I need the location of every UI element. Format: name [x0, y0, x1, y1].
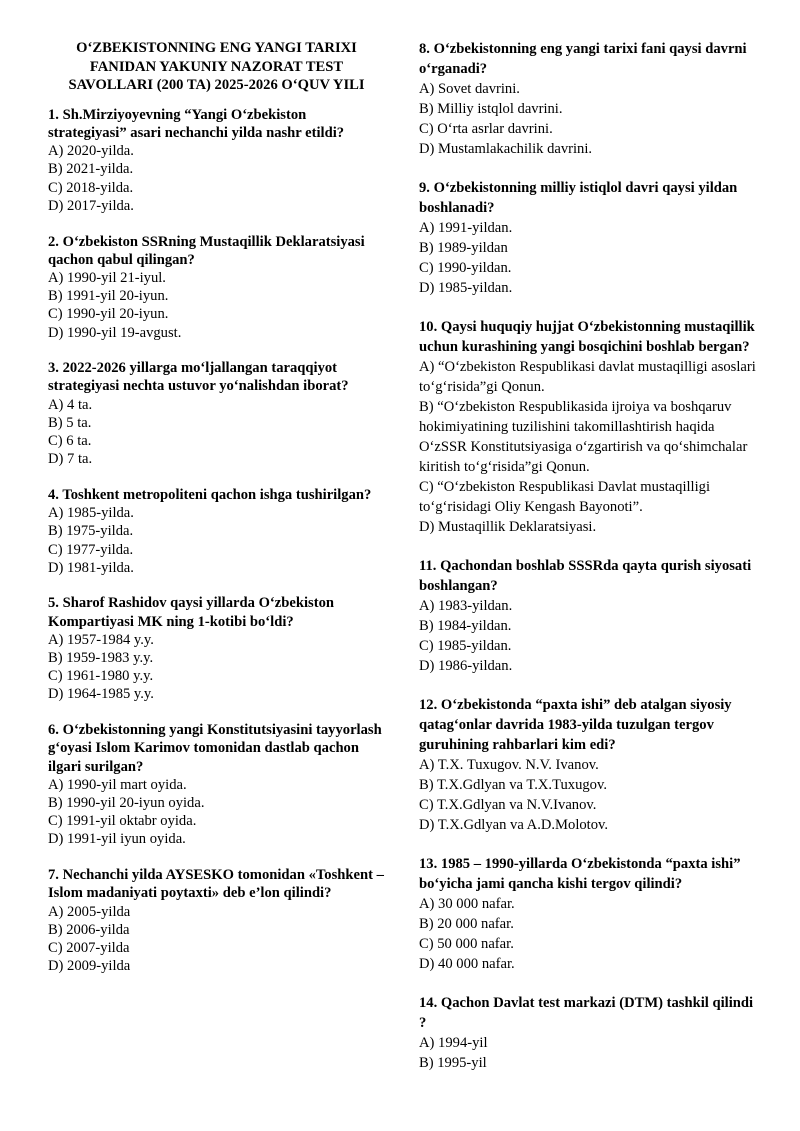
- question-text: 2. O‘zbekiston SSRning Mustaqillik Deklaratsiyasi qachon qabul qilingan?: [48, 233, 365, 268]
- answer-option: A) 1983-yildan.: [419, 598, 513, 614]
- answer-option: C) 1961-1980 y.y.: [48, 668, 154, 685]
- answer-option: D) Mustamlakachilik davrini.: [419, 141, 593, 157]
- answer-option: B) Milliy istqlol davrini.: [419, 101, 563, 117]
- answer-option: D) 2017-yilda.: [48, 197, 134, 214]
- answer-option: C) O‘rta asrlar davrini.: [419, 121, 553, 137]
- answer-option: D) 1990-yil 19-avgust.: [48, 324, 182, 341]
- question-block: [419, 556, 759, 676]
- question-block: [48, 359, 385, 468]
- answer-option: A) 1991-yildan.: [419, 220, 513, 236]
- answer-option: C) 1990-yil 20-iyun.: [48, 306, 169, 323]
- question-text: 3. 2022-2026 yillarga mo‘ljallangan taraqqiyot strategiyasi nechta ustuvor yo‘nalishdan iborat?: [48, 360, 349, 395]
- answer-option: C) “O‘zbekiston Respublikasi Davlat mustaqilligi to‘g‘risidagi Oliy Kengash Bayonoti”.: [419, 479, 711, 515]
- question-text: 14. Qachon Davlat test markazi (DTM) tashkil qilindi ?: [419, 995, 754, 1031]
- question-text: 12. O‘zbekistonda “paxta ishi” deb atalgan siyosiy qatag‘onlar davrida 1983-yilda tuzulgan tergov guruhining rahbarlari kim edi?: [419, 697, 732, 753]
- answer-option: B) 1995-yil: [419, 1055, 487, 1071]
- answer-option: A) 1990-yil 21-iyul.: [48, 269, 166, 286]
- answer-option: A) 4 ta.: [48, 396, 93, 413]
- answer-option: B) 1975-yilda.: [48, 523, 134, 540]
- answer-option: A) 1994-yil: [419, 1035, 488, 1051]
- answer-option: B) 1959-1983 y.y.: [48, 650, 154, 667]
- answer-option: B) 1984-yildan.: [419, 618, 512, 634]
- answer-option: C) 6 ta.: [48, 433, 92, 450]
- question-text: 6. O‘zbekistonning yangi Konstitutsiyasini tayyorlash g‘oyasi Islom Karimov tomonidan dastlab qachon ilgari surilgan?: [48, 722, 382, 775]
- answer-option: B) “O‘zbekiston Respublikasida ijroiya va boshqaruv hokimiyatining tuzilishini takomillashtirish haqida O‘zSSR Konstitutsiyasiga o‘zgartirish va qo‘shimchalar kiritish to‘g‘risida”gi Qonun.: [419, 399, 748, 475]
- answer-option: D) 1981-yilda.: [48, 559, 134, 576]
- question-block: [419, 993, 759, 1073]
- answer-option: C) 1977-yilda.: [48, 541, 134, 558]
- answer-option: C) 2007-yilda: [48, 939, 130, 956]
- answer-option: C) 1990-yildan.: [419, 260, 512, 276]
- answer-option: D) 1986-yildan.: [419, 658, 513, 674]
- answer-option: D) T.X.Gdlyan va A.D.Molotov.: [419, 817, 609, 833]
- answer-option: A) 1990-yil mart oyida.: [48, 776, 187, 793]
- answer-option: B) 1990-yil 20-iyun oyida.: [48, 794, 205, 811]
- answer-option: A) 1957-1984 y.y.: [48, 631, 154, 648]
- answer-option: C) 1991-yil oktabr oyida.: [48, 813, 197, 830]
- right-column: [419, 39, 759, 1092]
- answer-option: D) 1991-yil iyun oyida.: [48, 831, 186, 848]
- question-text: 5. Sharof Rashidov qaysi yillarda O‘zbekiston Kompartiyasi MK ning 1-kotibi bo‘ldi?: [48, 595, 334, 630]
- question-block: [419, 178, 759, 298]
- question-text: 13. 1985 – 1990-yillarda O‘zbekistonda “paxta ishi” bo‘yicha jami qancha kishi tergov qilindi?: [419, 856, 741, 892]
- answer-option: A) T.X. Tuxugov. N.V. Ivanov.: [419, 757, 599, 773]
- answer-option: D) 7 ta.: [48, 451, 93, 468]
- answer-option: B) 2021-yilda.: [48, 161, 134, 178]
- answer-option: D) 40 000 nafar.: [419, 956, 515, 972]
- question-block: [48, 106, 385, 215]
- question-text: 1. Sh.Mirziyoyevning “Yangi O‘zbekiston strategiyasi” asari nechanchi yilda nashr etildi?: [48, 106, 345, 141]
- answer-option: A) 2005-yilda: [48, 903, 131, 920]
- question-text: 8. O‘zbekistonning eng yangi tarixi fani qaysi davrni o‘rganadi?: [419, 41, 747, 77]
- answer-option: C) T.X.Gdlyan va N.V.Ivanov.: [419, 797, 597, 813]
- question-block: [48, 233, 385, 342]
- right-question-list: [419, 39, 759, 1073]
- answer-option: C) 2018-yilda.: [48, 179, 134, 196]
- question-block: [419, 854, 759, 974]
- answer-option: C) 1985-yildan.: [419, 638, 512, 654]
- answer-option: A) 1985-yilda.: [48, 505, 134, 522]
- answer-option: B) 1991-yil 20-iyun.: [48, 288, 169, 305]
- answer-option: A) “O‘zbekiston Respublikasi davlat mustaqilligi asoslari to‘g‘risida”gi Qonun.: [419, 359, 756, 395]
- answer-option: A) 2020-yilda.: [48, 143, 134, 160]
- left-column: [48, 39, 385, 993]
- answer-option: D) 1985-yildan.: [419, 280, 513, 296]
- question-text: 9. O‘zbekistonning milliy istiqlol davri qaysi yildan boshlanadi?: [419, 180, 738, 216]
- question-block: [419, 317, 759, 537]
- question-block: [48, 594, 385, 703]
- question-block: [419, 39, 759, 159]
- question-block: [48, 866, 385, 975]
- question-text: 10. Qaysi huquqiy hujjat O‘zbekistonning mustaqillik uchun kurashining yangi bosqichini boshlab bergan?: [419, 319, 755, 355]
- answer-option: C) 50 000 nafar.: [419, 936, 514, 952]
- answer-option: B) 1989-yildan: [419, 240, 508, 256]
- question-text: 7. Nechanchi yilda AYSESKO tomonidan «Toshkent – Islom madaniyati poytaxti» deb e’lon qilindi?: [48, 867, 384, 902]
- answer-option: D) Mustaqillik Deklaratsiyasi.: [419, 519, 597, 535]
- question-block: [48, 486, 385, 577]
- answer-option: B) 2006-yilda: [48, 921, 130, 938]
- answer-option: A) Sovet davrini.: [419, 81, 520, 97]
- question-block: [48, 721, 385, 848]
- answer-option: B) T.X.Gdlyan va T.X.Tuxugov.: [419, 777, 607, 793]
- answer-option: A) 30 000 nafar.: [419, 896, 515, 912]
- question-text: 4. Toshkent metropoliteni qachon ishga tushirilgan?: [48, 486, 372, 503]
- answer-option: B) 20 000 nafar.: [419, 916, 514, 932]
- answer-option: B) 5 ta.: [48, 414, 92, 431]
- answer-option: D) 2009-yilda: [48, 958, 131, 975]
- answer-option: D) 1964-1985 y.y.: [48, 686, 154, 703]
- document-title: O‘ZBEKISTONNING ENG YANGI TARIXI FANIDAN YAKUNIY NAZORAT TEST SAVOLLARI (200 TA) 2025-2026 O‘QUV YILI: [68, 40, 365, 94]
- question-block: [419, 695, 759, 835]
- question-text: 11. Qachondan boshlab SSSRda qayta qurish siyosati boshlangan?: [419, 558, 752, 594]
- left-question-list: [48, 106, 385, 976]
